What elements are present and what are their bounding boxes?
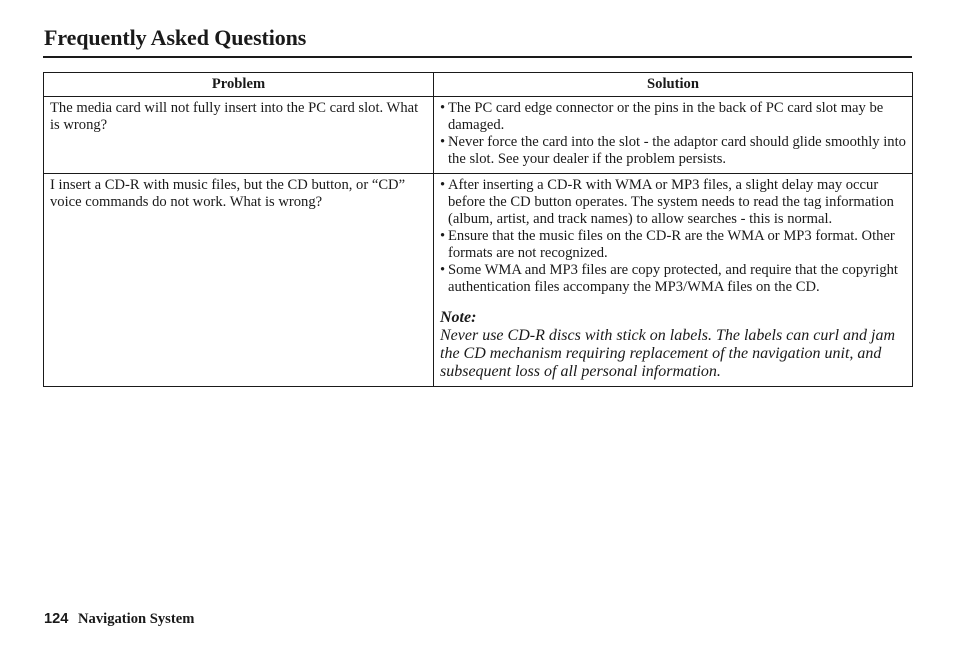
table-header-row (44, 73, 913, 97)
solution-item (440, 177, 906, 228)
solution-list (440, 100, 906, 168)
solution-text: Some WMA and MP3 files are copy protected, and require that the copyright authentication files accompany the MP3/WMA files on the CD. (448, 262, 898, 295)
table-row (44, 174, 913, 387)
bullet-icon: • (440, 177, 446, 193)
bullet-icon: • (440, 262, 446, 278)
solution-item (440, 134, 906, 168)
column-header-solution: Solution (434, 73, 913, 97)
problem-cell: The media card will not fully insert into the PC card slot. What is wrong? (44, 97, 434, 174)
bullet-icon: • (440, 100, 446, 116)
note-block (440, 309, 906, 381)
bullet-icon: • (440, 228, 446, 244)
table-row (44, 97, 913, 174)
solution-text: Ensure that the music files on the CD-R are the WMA or MP3 format. Other formats are not recognized. (448, 228, 895, 261)
solution-text: After inserting a CD-R with WMA or MP3 files, a slight delay may occur before the CD button operates. The system needs to read the tag information (album, artist, and track names) to allow searches - this is normal. (448, 177, 894, 227)
page-title: Frequently Asked Questions (44, 25, 307, 50)
solution-item (440, 262, 906, 296)
solution-text: The PC card edge connector or the pins in the back of PC card slot may be damaged. (448, 100, 884, 133)
faq-table (43, 72, 913, 387)
solution-cell (434, 174, 913, 387)
solution-text: Never force the card into the slot - the adaptor card should glide smoothly into the slot. See your dealer if the problem persists. (448, 134, 906, 167)
solution-cell (434, 97, 913, 174)
note-heading: Note: (440, 309, 477, 326)
page-number: 124 (44, 611, 69, 627)
note-text: Never use CD-R discs with stick on labels. The labels can curl and jam the CD mechanism requiring replacement of the navigation unit, and subsequent loss of all personal information. (440, 327, 896, 380)
bullet-icon: • (440, 134, 446, 150)
problem-cell: I insert a CD-R with music files, but the CD button, or “CD” voice commands do not work. What is wrong? (44, 174, 434, 387)
title-divider (43, 56, 912, 58)
solution-list (440, 177, 906, 296)
section-name: Navigation System (78, 611, 195, 627)
solution-item (440, 228, 906, 262)
column-header-problem: Problem (44, 73, 434, 97)
page-footer (44, 610, 194, 628)
solution-item (440, 100, 906, 134)
